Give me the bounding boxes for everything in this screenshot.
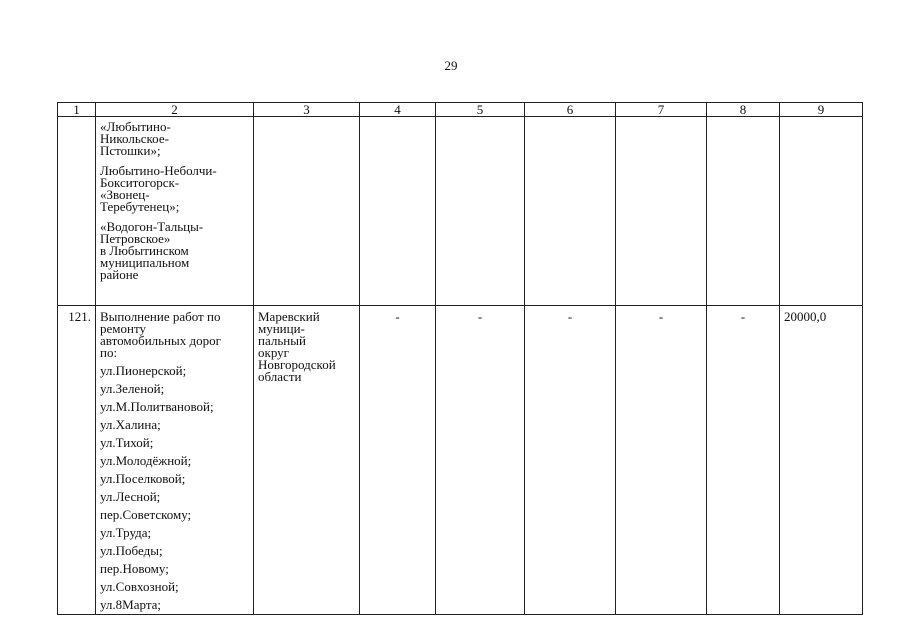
work-title: Выполнение работ по ремонту автомобильных дорог по: — [100, 309, 221, 360]
page-number: 29 — [444, 58, 458, 73]
table-row — [58, 306, 863, 615]
amount-cell: 20000,0 — [780, 306, 863, 615]
value-cell — [436, 117, 525, 306]
row-number: 121. — [58, 306, 96, 615]
route-paragraph: Любытино-Неболчи- Бокситогорск- «Звонец- Теребутенец»; — [100, 163, 217, 214]
street-item: ул.8Марта; — [100, 597, 162, 612]
header-cell: 8 — [707, 103, 780, 117]
header-cell: 3 — [254, 103, 360, 117]
street-list — [100, 362, 249, 614]
route-paragraph: «Любытино- Никольское- Пстошки»; — [100, 119, 171, 158]
value-cell: - — [707, 306, 780, 615]
row-number — [58, 117, 96, 306]
header-cell: 7 — [616, 103, 707, 117]
street-item: ул.Халина; — [100, 417, 161, 432]
value-cell: - — [436, 306, 525, 615]
header-cell: 6 — [525, 103, 616, 117]
value-cell: - — [525, 306, 616, 615]
value-cell — [360, 117, 436, 306]
value-cell — [780, 117, 863, 306]
street-item: ул.М.Политвановой; — [100, 399, 214, 414]
executor-cell — [254, 117, 360, 306]
description-cell — [96, 117, 254, 306]
street-item: ул.Молодёжной; — [100, 453, 192, 468]
street-item: пер.Советскому; — [100, 507, 192, 522]
street-item: ул.Тихой; — [100, 435, 154, 450]
description-cell — [96, 306, 254, 615]
value-cell — [525, 117, 616, 306]
header-cell: 5 — [436, 103, 525, 117]
value-cell: - — [616, 306, 707, 615]
header-cell: 4 — [360, 103, 436, 117]
header-row — [58, 103, 863, 117]
street-item: ул.Победы; — [100, 543, 163, 558]
street-item: ул.Совхозной; — [100, 579, 179, 594]
street-item: ул.Пионерской; — [100, 363, 187, 378]
budget-table — [57, 102, 863, 615]
executor-cell: Маревский муници- пальный округ Новгородской области — [254, 306, 360, 615]
header-cell: 2 — [96, 103, 254, 117]
street-item: ул.Лесной; — [100, 489, 161, 504]
value-cell — [616, 117, 707, 306]
street-item: ул.Труда; — [100, 525, 152, 540]
route-paragraph: «Водогон-Тальцы- Петровское» в Любытинском муниципальном районе — [100, 219, 204, 282]
street-item: пер.Новому; — [100, 561, 169, 576]
header-cell: 9 — [780, 103, 863, 117]
table-row — [58, 117, 863, 306]
street-item: ул.Зеленой; — [100, 381, 165, 396]
street-item: ул.Поселковой; — [100, 471, 186, 486]
header-cell: 1 — [58, 103, 96, 117]
value-cell — [707, 117, 780, 306]
value-cell: - — [360, 306, 436, 615]
